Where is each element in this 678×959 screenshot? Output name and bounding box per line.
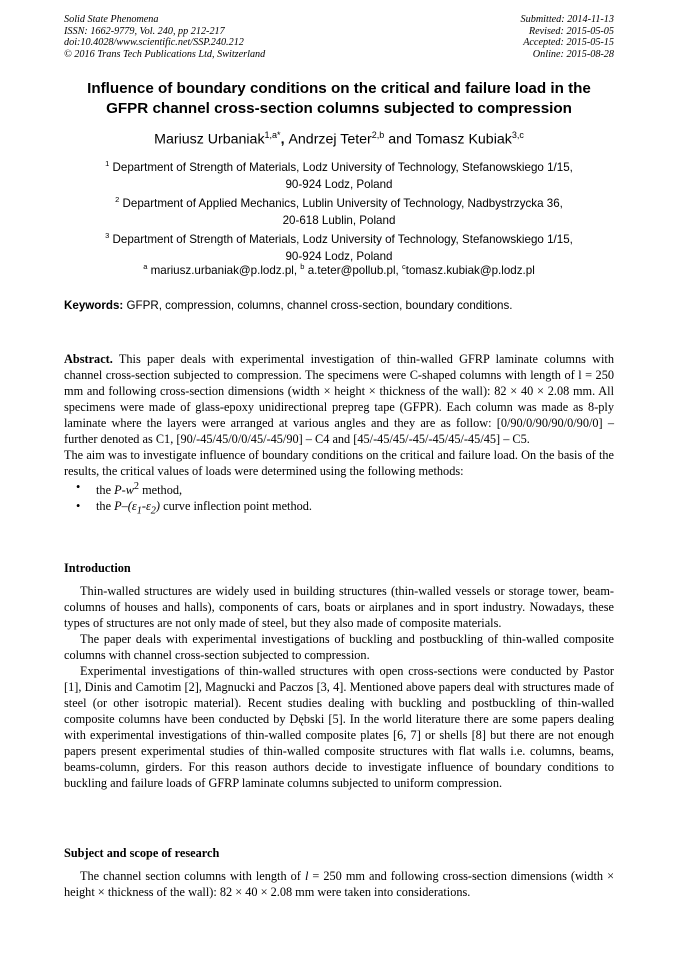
method-1-formula: P-w (114, 483, 134, 498)
email-c-sup: c (401, 262, 406, 271)
formula-sub-1: 1 (136, 505, 142, 517)
abstract-section (64, 351, 614, 520)
subject-paragraph-1 (64, 868, 614, 900)
method-2-formula (114, 499, 161, 517)
affiliation-2-number: 2 (115, 195, 120, 204)
author-2-sup: 2,b (371, 130, 385, 140)
affiliation-3-line-2: 90-924 Lodz, Poland (285, 250, 393, 264)
formula-part-2: -ε (141, 499, 151, 514)
affiliation-2-line-2: 20-618 Lublin, Poland (282, 214, 396, 228)
affiliation-1-line-1: Department of Strength of Materials, Lodz University of Technology, Stefanowskiego 1/15, (112, 160, 573, 174)
affiliation-2-line-1: Department of Applied Mechanics, Lublin University of Technology, Nadbystrzycka 36, (122, 196, 563, 210)
email-c[interactable]: tomasz.kubiak@p.lodz.pl (405, 263, 535, 277)
method-1-prefix: the (96, 483, 115, 498)
journal-issn: ISSN: 1662-9779, Vol. 240, pp 212-217 (64, 25, 225, 37)
subject-text-start: The channel section columns with length of (80, 869, 305, 883)
date-submitted: Submitted: 2014-11-13 (520, 14, 614, 25)
author-1: Mariusz Urbaniak (154, 131, 265, 148)
method-1-suffix: method, (139, 483, 183, 498)
method-2-suffix: curve inflection point method. (160, 499, 312, 514)
journal-name: Solid State Phenomena (64, 14, 159, 25)
abstract-text: This paper deals with experimental investigation of thin-walled GFRP laminate columns with channel cross-section subjected to compression. The specimens were C-shaped columns with length of l = 250 mm and following cross-section dimensions (width × height × thickness of the wall): 82 × 40 × 2.08 mm. All specimens were made of glass-epoxy unidirectional prepreg tape (GFPR). Each column was made as 8-ply laminate where the layers were arranged at various angles and they are as follow: [0/90/0/90/90/0/90/0] – further denoted as C1, [90/-45/45/0/0/45/-45/90] – C4 and [45/-45/45/-45/-45/45/-45/45] – C5. (64, 352, 614, 446)
introduction-section (64, 583, 614, 791)
email-b-sup: b (300, 262, 305, 271)
affiliation-1-line-2: 90-924 Lodz, Poland (285, 178, 393, 192)
subject-heading: Subject and scope of research (64, 846, 220, 860)
method-2-prefix: the (96, 499, 115, 514)
author-1-sup: 1,a* (264, 130, 281, 140)
affiliation-2 (50, 191, 628, 229)
formula-part-3: ) (155, 499, 161, 514)
bullet-icon: • (76, 480, 81, 494)
keywords-text: GFPR, compression, columns, channel cross-section, boundary conditions. (126, 299, 513, 312)
author-emails (30, 262, 648, 277)
author-list (20, 130, 658, 148)
introduction-heading: Introduction (64, 561, 131, 575)
introduction-paragraph-1: Thin-walled structures are widely used in building structures (thin-walled vessels or storage tower, beam-columns of houses and halls), components of cars, boats or airplanes and in sport industry. Nowadays, these types of structures are not only made of steel, but they also made of composite materials. (64, 584, 614, 630)
author-2: Andrzej Teter (288, 131, 372, 148)
introduction-paragraph-3: Experimental investigations of thin-walled structures with open cross-sections were conducted by Pastor [1], Dinis and Camotim [2], Magnucki and Paczos [3, 4]. Mentioned above papers deal with structures made of steel (or other isotropic material). Recent studies dealing with buckling and postbuckling of thin-walled composite columns have been conducted by Dębski [5]. In the world literature there are some papers dealing with experimental investigations of thin-walled composite plates [6, 7] or shells [8] but there are not enough papers present experimental studies of thin-walled composite structures with flat walls i.e. columns, beams, beams-column, girders. For this reason authors decide to investigate influence of boundary conditions to buckling and failure loads of GFRP laminate columns subjected to uniform compression. (64, 664, 614, 790)
abstract-aim: The aim was to investigate influence of boundary conditions on the critical and failure load. On the basis of the results, the critical values of loads were determined using the following methods: (64, 448, 614, 478)
method-item-1 (64, 479, 614, 498)
affiliation-3-number: 3 (105, 231, 110, 240)
email-a-sup: a (143, 262, 148, 271)
subject-length-symbol: l (304, 869, 309, 883)
abstract-paragraph (64, 351, 614, 447)
author-3: Tomasz Kubiak (415, 131, 512, 148)
author-separator-1: , (280, 131, 289, 148)
affiliation-1-number: 1 (105, 159, 110, 168)
subject-section (64, 868, 614, 900)
journal-doi: doi:10.4028/www.scientific.net/SSP.240.212 (64, 37, 244, 49)
affiliation-3-line-1: Department of Strength of Materials, Lodz University of Technology, Stefanowskiego 1/15, (112, 232, 573, 246)
method-1-sup: 2 (133, 481, 140, 492)
subject-text-end: = 250 mm and following cross-section dimensions (width × height × thickness of the wall): 82 × 40 × 2.08 mm were taken into considerations. (64, 869, 615, 899)
title-line-1: Influence of boundary conditions on the critical and failure load in the (87, 80, 591, 97)
journal-header-right (521, 14, 614, 60)
paper-title (40, 79, 638, 118)
bullet-icon: • (76, 499, 81, 514)
date-accepted: Accepted: 2015-05-15 (523, 37, 614, 49)
author-3-sup: 3,c (511, 130, 524, 140)
formula-part-1: P–(ε (114, 499, 137, 514)
keywords (64, 299, 624, 312)
journal-header-left (64, 14, 265, 60)
keywords-label: Keywords: (64, 299, 124, 312)
email-b[interactable]: a.teter@pollub.pl, (307, 263, 399, 277)
method-item-2 (64, 498, 614, 519)
date-revised: Revised: 2015-05-05 (528, 25, 614, 37)
title-line-2: GFPR channel cross-section columns subjected to compression (106, 99, 572, 117)
abstract-label: Abstract. (64, 352, 113, 366)
date-online: Online: 2015-08-28 (532, 48, 614, 60)
journal-copyright: © 2016 Trans Tech Publications Ltd, Switzerland (64, 48, 266, 60)
affiliation-3 (50, 227, 628, 265)
author-separator-2: and (384, 131, 416, 148)
affiliation-1 (50, 155, 628, 193)
email-a[interactable]: mariusz.urbaniak@p.lodz.pl, (150, 263, 298, 277)
introduction-paragraph-2: The paper deals with experimental investigations of buckling and postbuckling of thin-walled composite columns with channel cross-section subjected to compression. (64, 632, 614, 662)
method-list (64, 479, 614, 520)
formula-sub-2: 2 (150, 505, 156, 517)
